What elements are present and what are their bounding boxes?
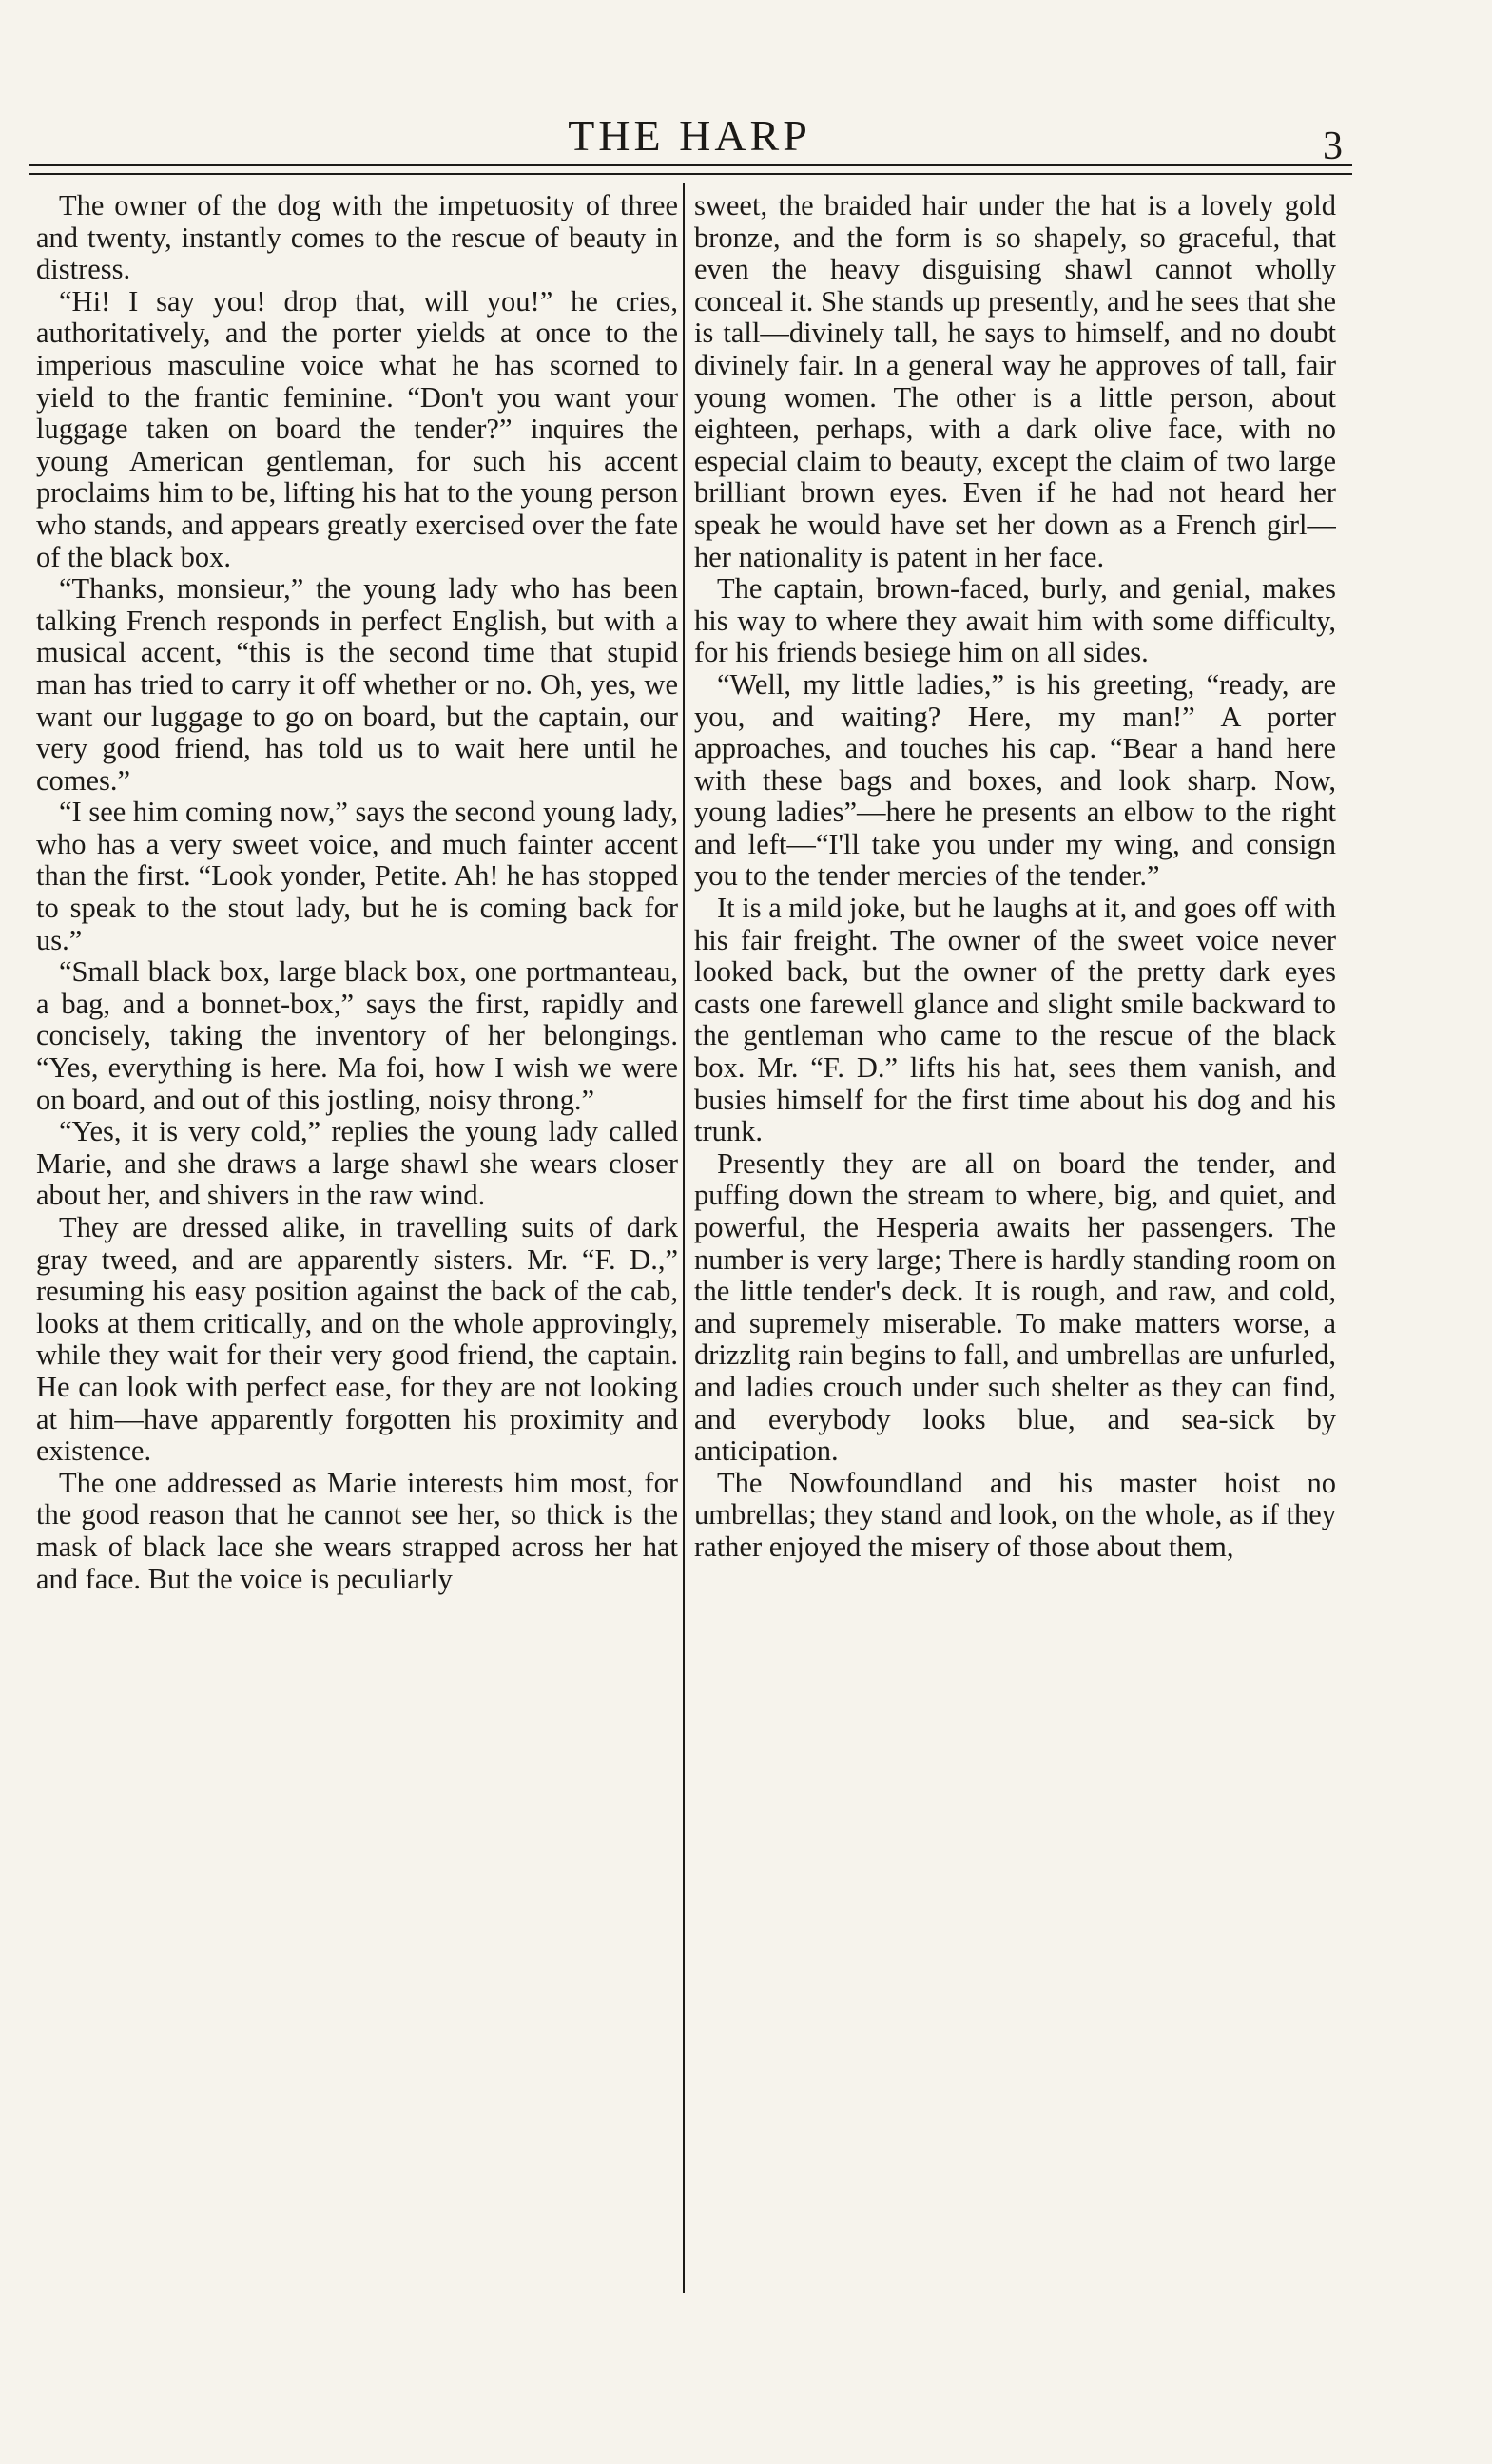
header-rule-top: [29, 164, 1352, 166]
right-paragraph-1: sweet, the braided hair under the hat is a lovely gold bronze, and the form is so shapely, so graceful, that even the heavy disguising shawl cannot wholly conceal it. She stands up presently, and he sees that she is tall—divinely tall, he says to himself, and no doubt divinely fair. In a general way he approves of tall, fair young women. The other is a little person, about eighteen, perhaps, with a dark olive face, with no especial claim to beauty, except the claim of two large brilliant brown eyes. Even if he had not heard her speak he would have set her down as a French girl—her nationality is patent in her face.: [694, 190, 1336, 573]
right-column: [694, 190, 1336, 2281]
right-paragraph-2: The captain, brown-faced, burly, and genial, makes his way to where they await him with some difficulty, for his friends besiege him on all sides.: [694, 572, 1336, 669]
left-paragraph-4: “I see him coming now,” says the second young lady, who has a very sweet voice, and much fainter accent than the first. “Look yonder, Petite. Ah! he has stopped to speak to the stout lady, but he is coming back for us.”: [36, 796, 678, 956]
left-column: [36, 190, 678, 2281]
header-rule-bottom: [29, 173, 1352, 175]
right-paragraph-4: It is a mild joke, but he laughs at it, and goes off with his fair freight. The owner of the sweet voice never looked back, but the owner of the pretty dark eyes casts one farewell glance and slight smile backward to the gentleman who came to the rescue of the black box. Mr. “F. D.” lifts his hat, sees them vanish, and busies himself for the first time about his dog and his trunk.: [694, 892, 1336, 1148]
left-paragraph-8: The one addressed as Marie interests him most, for the good reason that he cannot see her, so thick is the mask of black lace she wears strapped across her hat and face. But the voice is peculiarly: [36, 1466, 678, 1595]
left-paragraph-6: “Yes, it is very cold,” replies the young lady called Marie, and she draws a large shawl she wears closer about her, and shivers in the raw wind.: [36, 1115, 678, 1212]
left-paragraph-2: “Hi! I say you! drop that, will you!” he cries, authoritatively, and the porter yields at once to the imperious masculine voice what he has scorned to yield to the frantic feminine. “Don't you want your luggage taken on board the tender?” inquires the young American gentleman, for such his accent proclaims him to be, lifting his hat to the young person who stands, and appears greatly exercised over the fate of the black box.: [36, 284, 678, 573]
page-number: 3: [1323, 125, 1343, 168]
right-paragraph-5: Presently they are all on board the tender, and puffing down the stream to where, big, and quiet, and powerful, the Hesperia awaits her passengers. The number is very large; There is hardly standing room on the little tender's deck. It is rough, and raw, and cold, and supremely miserable. To make matters worse, a drizzlitg rain begins to fall, and umbrellas are unfurled, and ladies crouch under such shelter as they can find, and everybody looks blue, and sea-sick by anticipation.: [694, 1146, 1336, 1468]
column-divider: [683, 183, 685, 2293]
page-header: [29, 105, 1350, 171]
right-paragraph-3: “Well, my little ladies,” is his greeting, “ready, are you, and waiting? Here, my man!” A porter approaches, and touches his cap. “Bear a hand here with these bags and boxes, and look sharp. Now, young ladies”—here he presents an elbow to the right and left—“I'll take you under my wing, and consign you to the tender mercies of the tender.”: [694, 667, 1336, 893]
right-paragraph-6: The Nowfoundland and his master hoist no umbrellas; they stand and look, on the whole, as if they rather enjoyed the misery of those about them,: [694, 1466, 1336, 1563]
left-paragraph-7: They are dressed alike, in travelling suits of dark gray tweed, and are apparently sisters. Mr. “F. D.,” resuming his easy position against the back of the cab, looks at them critically, and on the whole approvingly, while they wait for their very good friend, the captain. He can look with perfect ease, for they are not looking at him—have apparently forgotten his proximity and existence.: [36, 1211, 678, 1468]
left-paragraph-5: “Small black box, large black box, one portmanteau, a bag, and a bonnet-box,” says the first, rapidly and concisely, taking the inventory of her belongings. “Yes, everything is here. Ma foi, how I wish we were on board, and out of this jostling, noisy throng.”: [36, 955, 678, 1116]
left-paragraph-3: “Thanks, monsieur,” the young lady who has been talking French responds in perfect English, but with a musical accent, “this is the second time that stupid man has tried to carry it off whether or no. Oh, yes, we want our luggage to go on board, but the captain, our very good friend, has told us to wait here until he comes.”: [36, 572, 678, 797]
left-paragraph-1: The owner of the dog with the impetuosity of three and twenty, instantly comes to the rescue of beauty in distress.: [36, 190, 678, 286]
page-title: THE HARP: [568, 111, 811, 160]
